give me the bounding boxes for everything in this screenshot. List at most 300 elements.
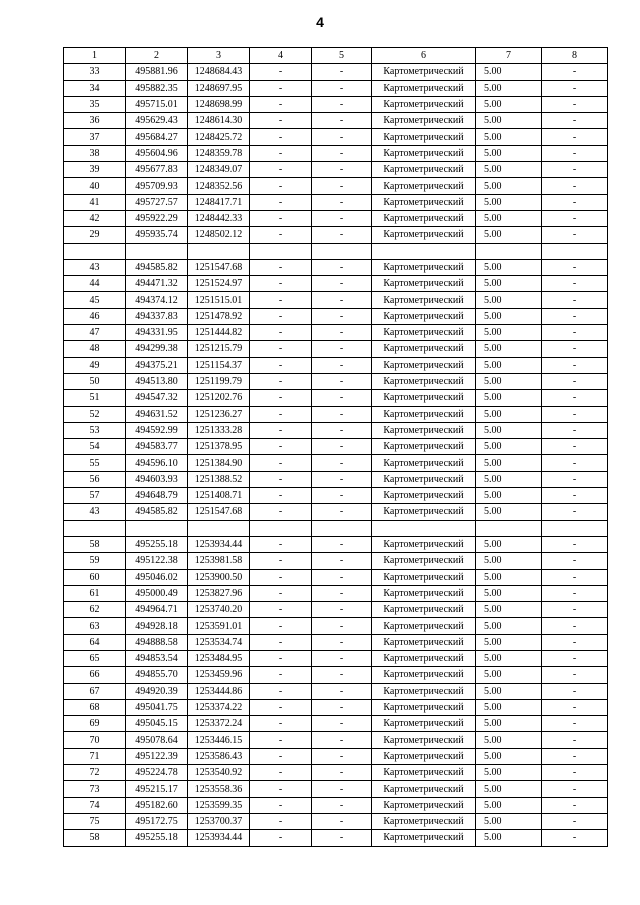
x-coordinate-cell: 494592.99 — [126, 422, 188, 438]
y-coordinate-cell: 1248442.33 — [188, 210, 250, 226]
accuracy-cell: 5.00 — [476, 683, 542, 699]
x-coordinate-cell: 495684.27 — [126, 129, 188, 145]
accuracy-cell: 5.00 — [476, 667, 542, 683]
x-coordinate-cell: 495224.78 — [126, 765, 188, 781]
point-number-cell: 40 — [64, 178, 126, 194]
table-row — [64, 80, 608, 96]
accuracy-cell: 5.00 — [476, 145, 542, 161]
accuracy-cell: 5.00 — [476, 553, 542, 569]
col5-cell: - — [312, 553, 372, 569]
col5-cell: - — [312, 471, 372, 487]
point-number-cell: 44 — [64, 276, 126, 292]
col5-cell: - — [312, 536, 372, 552]
col8-cell: - — [542, 569, 608, 585]
table-row — [64, 536, 608, 552]
col4-cell: - — [250, 341, 312, 357]
col5-cell: - — [312, 422, 372, 438]
col8-cell: - — [542, 455, 608, 471]
method-cell: Картометрический — [372, 227, 476, 243]
point-number-cell: 67 — [64, 683, 126, 699]
y-coordinate-cell: 1251524.97 — [188, 276, 250, 292]
point-number-cell: 43 — [64, 259, 126, 275]
table-row — [64, 145, 608, 161]
point-number-cell: 74 — [64, 797, 126, 813]
table-row — [64, 64, 608, 80]
col-header-6: 6 — [372, 48, 476, 64]
x-coordinate-cell: 495715.01 — [126, 96, 188, 112]
point-number-cell: 60 — [64, 569, 126, 585]
accuracy-cell: 5.00 — [476, 618, 542, 634]
y-coordinate-cell: 1248502.12 — [188, 227, 250, 243]
empty-cell — [372, 520, 476, 536]
y-coordinate-cell: 1253540.92 — [188, 765, 250, 781]
y-coordinate-cell: 1253372.24 — [188, 716, 250, 732]
point-number-cell: 62 — [64, 602, 126, 618]
col8-cell: - — [542, 406, 608, 422]
y-coordinate-cell: 1253981.58 — [188, 553, 250, 569]
y-coordinate-cell: 1253700.37 — [188, 813, 250, 829]
x-coordinate-cell: 494374.12 — [126, 292, 188, 308]
y-coordinate-cell: 1253827.96 — [188, 585, 250, 601]
point-number-cell: 35 — [64, 96, 126, 112]
x-coordinate-cell: 494920.39 — [126, 683, 188, 699]
col8-cell: - — [542, 357, 608, 373]
y-coordinate-cell: 1248417.71 — [188, 194, 250, 210]
col4-cell: - — [250, 748, 312, 764]
table-row — [64, 422, 608, 438]
col4-cell: - — [250, 732, 312, 748]
y-coordinate-cell: 1248349.07 — [188, 162, 250, 178]
accuracy-cell: 5.00 — [476, 569, 542, 585]
method-cell: Картометрический — [372, 80, 476, 96]
accuracy-cell: 5.00 — [476, 162, 542, 178]
y-coordinate-cell: 1251547.68 — [188, 504, 250, 520]
col8-cell: - — [542, 667, 608, 683]
col5-cell: - — [312, 96, 372, 112]
y-coordinate-cell: 1251154.37 — [188, 357, 250, 373]
col8-cell: - — [542, 781, 608, 797]
col5-cell: - — [312, 162, 372, 178]
empty-cell — [476, 243, 542, 259]
col4-cell: - — [250, 716, 312, 732]
col8-cell: - — [542, 716, 608, 732]
point-number-cell: 55 — [64, 455, 126, 471]
col8-cell: - — [542, 683, 608, 699]
y-coordinate-cell: 1251202.76 — [188, 390, 250, 406]
col8-cell: - — [542, 80, 608, 96]
y-coordinate-cell: 1251408.71 — [188, 488, 250, 504]
x-coordinate-cell: 495045.15 — [126, 716, 188, 732]
x-coordinate-cell: 494547.32 — [126, 390, 188, 406]
col-header-8: 8 — [542, 48, 608, 64]
col4-cell: - — [250, 797, 312, 813]
accuracy-cell: 5.00 — [476, 276, 542, 292]
x-coordinate-cell: 494471.32 — [126, 276, 188, 292]
y-coordinate-cell: 1253586.43 — [188, 748, 250, 764]
y-coordinate-cell: 1251236.27 — [188, 406, 250, 422]
col8-cell: - — [542, 145, 608, 161]
point-number-cell: 70 — [64, 732, 126, 748]
table-row — [64, 276, 608, 292]
y-coordinate-cell: 1248359.78 — [188, 145, 250, 161]
y-coordinate-cell: 1253374.22 — [188, 699, 250, 715]
col8-cell: - — [542, 504, 608, 520]
x-coordinate-cell: 494583.77 — [126, 439, 188, 455]
col8-cell: - — [542, 210, 608, 226]
accuracy-cell: 5.00 — [476, 488, 542, 504]
col8-cell: - — [542, 162, 608, 178]
method-cell: Картометрический — [372, 194, 476, 210]
x-coordinate-cell: 494513.80 — [126, 373, 188, 389]
method-cell: Картометрический — [372, 699, 476, 715]
x-coordinate-cell: 494964.71 — [126, 602, 188, 618]
col8-cell: - — [542, 585, 608, 601]
table-row — [64, 390, 608, 406]
y-coordinate-cell: 1253591.01 — [188, 618, 250, 634]
method-cell: Картометрический — [372, 667, 476, 683]
col4-cell: - — [250, 439, 312, 455]
method-cell: Картометрический — [372, 325, 476, 341]
accuracy-cell: 5.00 — [476, 732, 542, 748]
col8-cell: - — [542, 602, 608, 618]
accuracy-cell: 5.00 — [476, 259, 542, 275]
x-coordinate-cell: 495041.75 — [126, 699, 188, 715]
accuracy-cell: 5.00 — [476, 406, 542, 422]
method-cell: Картометрический — [372, 210, 476, 226]
point-number-cell: 51 — [64, 390, 126, 406]
y-coordinate-cell: 1253446.15 — [188, 732, 250, 748]
col5-cell: - — [312, 569, 372, 585]
accuracy-cell: 5.00 — [476, 699, 542, 715]
y-coordinate-cell: 1253740.20 — [188, 602, 250, 618]
accuracy-cell: 5.00 — [476, 471, 542, 487]
x-coordinate-cell: 494331.95 — [126, 325, 188, 341]
method-cell: Картометрический — [372, 341, 476, 357]
col5-cell: - — [312, 276, 372, 292]
method-cell: Картометрический — [372, 390, 476, 406]
point-number-cell: 66 — [64, 667, 126, 683]
accuracy-cell: 5.00 — [476, 797, 542, 813]
method-cell: Картометрический — [372, 276, 476, 292]
point-number-cell: 34 — [64, 80, 126, 96]
col4-cell: - — [250, 292, 312, 308]
col8-cell: - — [542, 341, 608, 357]
y-coordinate-cell: 1253459.96 — [188, 667, 250, 683]
accuracy-cell: 5.00 — [476, 504, 542, 520]
y-coordinate-cell: 1248352.56 — [188, 178, 250, 194]
col8-cell: - — [542, 732, 608, 748]
point-number-cell: 48 — [64, 341, 126, 357]
point-number-cell: 42 — [64, 210, 126, 226]
y-coordinate-cell: 1248698.99 — [188, 96, 250, 112]
x-coordinate-cell: 494855.70 — [126, 667, 188, 683]
col8-cell: - — [542, 634, 608, 650]
accuracy-cell: 5.00 — [476, 748, 542, 764]
method-cell: Картометрический — [372, 536, 476, 552]
x-coordinate-cell: 495122.38 — [126, 553, 188, 569]
method-cell: Картометрический — [372, 455, 476, 471]
point-number-cell: 36 — [64, 113, 126, 129]
accuracy-cell: 5.00 — [476, 716, 542, 732]
x-coordinate-cell: 495255.18 — [126, 830, 188, 846]
col4-cell: - — [250, 618, 312, 634]
table-row — [64, 194, 608, 210]
col4-cell: - — [250, 113, 312, 129]
table-row — [64, 373, 608, 389]
point-number-cell: 58 — [64, 830, 126, 846]
col4-cell: - — [250, 813, 312, 829]
col8-cell: - — [542, 373, 608, 389]
col5-cell: - — [312, 699, 372, 715]
y-coordinate-cell: 1253484.95 — [188, 650, 250, 666]
x-coordinate-cell: 495000.49 — [126, 585, 188, 601]
method-cell: Картометрический — [372, 64, 476, 80]
empty-cell — [188, 243, 250, 259]
accuracy-cell: 5.00 — [476, 439, 542, 455]
accuracy-cell: 5.00 — [476, 210, 542, 226]
col4-cell: - — [250, 259, 312, 275]
col8-cell: - — [542, 64, 608, 80]
col-header-5: 5 — [312, 48, 372, 64]
method-cell: Картометрический — [372, 162, 476, 178]
table-row — [64, 634, 608, 650]
table-row — [64, 716, 608, 732]
x-coordinate-cell: 494928.18 — [126, 618, 188, 634]
method-cell: Картометрический — [372, 308, 476, 324]
table-row — [64, 569, 608, 585]
col8-cell: - — [542, 439, 608, 455]
table-body — [64, 64, 608, 846]
col4-cell: - — [250, 357, 312, 373]
col4-cell: - — [250, 585, 312, 601]
col5-cell: - — [312, 325, 372, 341]
col8-cell: - — [542, 422, 608, 438]
accuracy-cell: 5.00 — [476, 634, 542, 650]
empty-cell — [250, 243, 312, 259]
col4-cell: - — [250, 422, 312, 438]
method-cell: Картометрический — [372, 683, 476, 699]
point-number-cell: 29 — [64, 227, 126, 243]
table-row — [64, 96, 608, 112]
col5-cell: - — [312, 585, 372, 601]
col8-cell: - — [542, 325, 608, 341]
x-coordinate-cell: 495629.43 — [126, 113, 188, 129]
col5-cell: - — [312, 145, 372, 161]
table-row — [64, 699, 608, 715]
accuracy-cell: 5.00 — [476, 96, 542, 112]
col8-cell: - — [542, 276, 608, 292]
col4-cell: - — [250, 781, 312, 797]
method-cell: Картометрический — [372, 292, 476, 308]
empty-cell — [126, 243, 188, 259]
x-coordinate-cell: 495078.64 — [126, 732, 188, 748]
col4-cell: - — [250, 699, 312, 715]
col5-cell: - — [312, 748, 372, 764]
table-row — [64, 439, 608, 455]
point-number-cell: 56 — [64, 471, 126, 487]
col5-cell: - — [312, 194, 372, 210]
col4-cell: - — [250, 406, 312, 422]
table-row — [64, 781, 608, 797]
col8-cell: - — [542, 259, 608, 275]
x-coordinate-cell: 495935.74 — [126, 227, 188, 243]
col4-cell: - — [250, 178, 312, 194]
table-row — [64, 650, 608, 666]
col8-cell: - — [542, 292, 608, 308]
col5-cell: - — [312, 292, 372, 308]
col8-cell: - — [542, 797, 608, 813]
table-row — [64, 113, 608, 129]
group-separator-row — [64, 520, 608, 536]
table-row — [64, 162, 608, 178]
x-coordinate-cell: 495172.75 — [126, 813, 188, 829]
x-coordinate-cell: 494337.83 — [126, 308, 188, 324]
col8-cell: - — [542, 471, 608, 487]
y-coordinate-cell: 1251384.90 — [188, 455, 250, 471]
col5-cell: - — [312, 602, 372, 618]
col8-cell: - — [542, 129, 608, 145]
y-coordinate-cell: 1251333.28 — [188, 422, 250, 438]
col5-cell: - — [312, 113, 372, 129]
table-row — [64, 178, 608, 194]
point-number-cell: 54 — [64, 439, 126, 455]
empty-cell — [372, 243, 476, 259]
y-coordinate-cell: 1248614.30 — [188, 113, 250, 129]
col4-cell: - — [250, 634, 312, 650]
accuracy-cell: 5.00 — [476, 227, 542, 243]
accuracy-cell: 5.00 — [476, 113, 542, 129]
x-coordinate-cell: 494631.52 — [126, 406, 188, 422]
col8-cell: - — [542, 813, 608, 829]
col4-cell: - — [250, 390, 312, 406]
table-row — [64, 683, 608, 699]
table-row — [64, 227, 608, 243]
x-coordinate-cell: 495182.60 — [126, 797, 188, 813]
y-coordinate-cell: 1253444.86 — [188, 683, 250, 699]
method-cell: Картометрический — [372, 634, 476, 650]
col5-cell: - — [312, 683, 372, 699]
col4-cell: - — [250, 471, 312, 487]
empty-cell — [542, 243, 608, 259]
point-number-cell: 33 — [64, 64, 126, 80]
col8-cell: - — [542, 390, 608, 406]
col4-cell: - — [250, 569, 312, 585]
x-coordinate-cell: 494603.93 — [126, 471, 188, 487]
point-number-cell: 68 — [64, 699, 126, 715]
col8-cell: - — [542, 308, 608, 324]
point-number-cell: 45 — [64, 292, 126, 308]
point-number-cell: 53 — [64, 422, 126, 438]
point-number-cell: 65 — [64, 650, 126, 666]
point-number-cell: 72 — [64, 765, 126, 781]
col4-cell: - — [250, 325, 312, 341]
col5-cell: - — [312, 129, 372, 145]
table-row — [64, 813, 608, 829]
accuracy-cell: 5.00 — [476, 602, 542, 618]
col-header-3: 3 — [188, 48, 250, 64]
y-coordinate-cell: 1253934.44 — [188, 830, 250, 846]
empty-cell — [312, 520, 372, 536]
col4-cell: - — [250, 683, 312, 699]
table-row — [64, 341, 608, 357]
col8-cell: - — [542, 227, 608, 243]
col-header-1: 1 — [64, 48, 126, 64]
method-cell: Картометрический — [372, 96, 476, 112]
x-coordinate-cell: 494648.79 — [126, 488, 188, 504]
point-number-cell: 41 — [64, 194, 126, 210]
method-cell: Картометрический — [372, 732, 476, 748]
table-row — [64, 259, 608, 275]
col5-cell: - — [312, 618, 372, 634]
empty-cell — [64, 520, 126, 536]
accuracy-cell: 5.00 — [476, 455, 542, 471]
col5-cell: - — [312, 80, 372, 96]
point-number-cell: 64 — [64, 634, 126, 650]
y-coordinate-cell: 1253534.74 — [188, 634, 250, 650]
col5-cell: - — [312, 357, 372, 373]
col8-cell: - — [542, 536, 608, 552]
y-coordinate-cell: 1253900.50 — [188, 569, 250, 585]
y-coordinate-cell: 1251215.79 — [188, 341, 250, 357]
y-coordinate-cell: 1251388.52 — [188, 471, 250, 487]
point-number-cell: 73 — [64, 781, 126, 797]
col4-cell: - — [250, 210, 312, 226]
col4-cell: - — [250, 227, 312, 243]
point-number-cell: 49 — [64, 357, 126, 373]
table-row — [64, 667, 608, 683]
x-coordinate-cell: 494888.58 — [126, 634, 188, 650]
col5-cell: - — [312, 732, 372, 748]
col4-cell: - — [250, 667, 312, 683]
col5-cell: - — [312, 259, 372, 275]
col-header-2: 2 — [126, 48, 188, 64]
col5-cell: - — [312, 667, 372, 683]
table-row — [64, 210, 608, 226]
empty-cell — [312, 243, 372, 259]
empty-cell — [126, 520, 188, 536]
col5-cell: - — [312, 178, 372, 194]
col4-cell: - — [250, 830, 312, 846]
x-coordinate-cell: 495215.17 — [126, 781, 188, 797]
point-number-cell: 57 — [64, 488, 126, 504]
method-cell: Картометрический — [372, 439, 476, 455]
col8-cell: - — [542, 178, 608, 194]
point-number-cell: 50 — [64, 373, 126, 389]
y-coordinate-cell: 1251378.95 — [188, 439, 250, 455]
header-row — [64, 48, 608, 64]
table-row — [64, 471, 608, 487]
col5-cell: - — [312, 504, 372, 520]
table-row — [64, 308, 608, 324]
table-row — [64, 504, 608, 520]
x-coordinate-cell: 494375.21 — [126, 357, 188, 373]
x-coordinate-cell: 494596.10 — [126, 455, 188, 471]
point-number-cell: 52 — [64, 406, 126, 422]
col5-cell: - — [312, 406, 372, 422]
accuracy-cell: 5.00 — [476, 129, 542, 145]
col4-cell: - — [250, 455, 312, 471]
col4-cell: - — [250, 194, 312, 210]
method-cell: Картометрический — [372, 373, 476, 389]
accuracy-cell: 5.00 — [476, 373, 542, 389]
accuracy-cell: 5.00 — [476, 194, 542, 210]
point-number-cell: 43 — [64, 504, 126, 520]
col8-cell: - — [542, 194, 608, 210]
table-row — [64, 455, 608, 471]
point-number-cell: 46 — [64, 308, 126, 324]
accuracy-cell: 5.00 — [476, 650, 542, 666]
table-row — [64, 765, 608, 781]
